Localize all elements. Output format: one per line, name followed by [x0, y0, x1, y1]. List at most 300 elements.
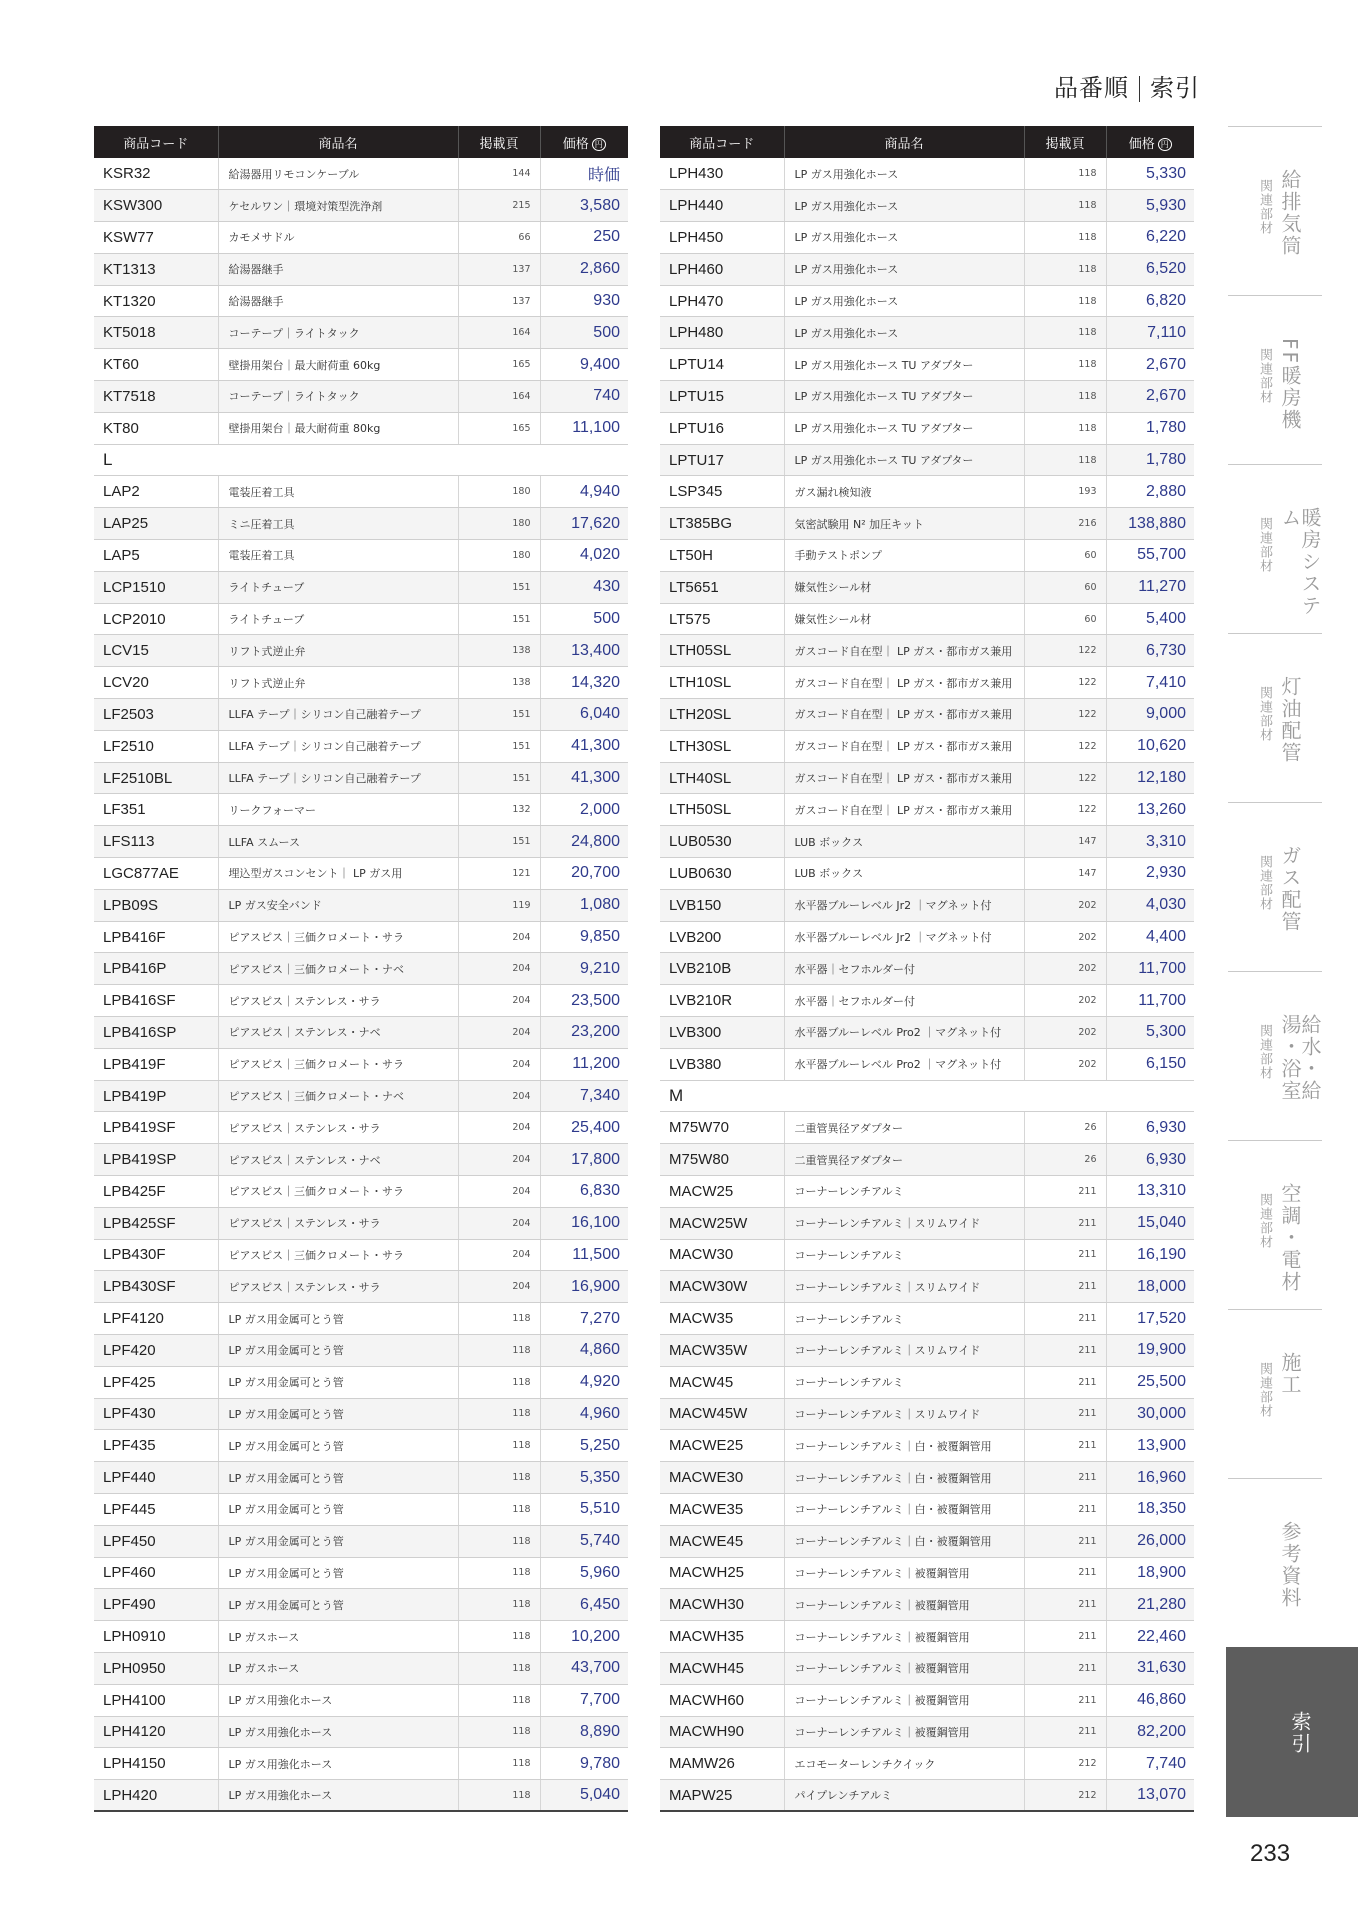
page-ref: 118: [458, 1557, 540, 1589]
price-value: 4,940: [540, 476, 628, 508]
page-ref: 144: [458, 158, 540, 190]
product-code: LVB150: [660, 889, 784, 921]
product-name: ピアスピス｜三価クロメート・ナベ: [218, 1080, 458, 1112]
page-ref: 211: [1024, 1207, 1106, 1239]
table-row: [660, 1207, 1194, 1239]
table-row: [660, 158, 1194, 190]
product-code: MACW45: [660, 1366, 784, 1398]
product-name: パイプレンチアルミ: [784, 1780, 1024, 1812]
product-code: LVB380: [660, 1048, 784, 1080]
price-value: 41,300: [540, 762, 628, 794]
product-code: LPB430F: [94, 1239, 218, 1271]
page-ref: 121: [458, 858, 540, 890]
table-row: [660, 1589, 1194, 1621]
page-ref: 211: [1024, 1525, 1106, 1557]
table-row: [94, 1271, 628, 1303]
page-ref: 204: [458, 1017, 540, 1049]
product-name: LP ガス用強化ホース: [218, 1684, 458, 1716]
page-ref: 151: [458, 730, 540, 762]
product-name: リフト式逆止弁: [218, 635, 458, 667]
sidebar-tab[interactable]: [1226, 1647, 1358, 1817]
table-row: [660, 1716, 1194, 1748]
product-name: LP ガス用金属可とう管: [218, 1462, 458, 1494]
page-ref: 118: [458, 1430, 540, 1462]
product-name: LP ガス用強化ホース: [218, 1780, 458, 1812]
product-code: LPTU17: [660, 444, 784, 476]
product-code: LPTU15: [660, 381, 784, 413]
product-name: 水平器ブルーレベル Jr2 ｜マグネット付: [784, 921, 1024, 953]
product-name: 電装圧着工具: [218, 540, 458, 572]
product-name: LP ガス用強化ホース: [784, 285, 1024, 317]
page-ref: 211: [1024, 1271, 1106, 1303]
page-ref: 211: [1024, 1366, 1106, 1398]
price-value: 2,880: [1106, 476, 1194, 508]
price-value: 26,000: [1106, 1525, 1194, 1557]
product-name: LLFA テープ｜シリコン自己融着テープ: [218, 762, 458, 794]
price-value: 55,700: [1106, 540, 1194, 572]
product-code: LPH470: [660, 285, 784, 317]
page-title-order: 品番順: [1054, 74, 1129, 102]
price-value: 18,350: [1106, 1493, 1194, 1525]
table-row: [660, 253, 1194, 285]
sidebar-tab[interactable]: [1228, 1140, 1322, 1309]
page-ref: 204: [458, 1144, 540, 1176]
page-ref: 151: [458, 699, 540, 731]
column-header-code: 商品コード: [660, 126, 784, 158]
price-value: 15,040: [1106, 1207, 1194, 1239]
product-code: LUB0530: [660, 826, 784, 858]
product-name: コーナーレンチアルミ｜被覆鋼管用: [784, 1557, 1024, 1589]
sidebar-tab[interactable]: [1228, 802, 1322, 971]
sidebar-tab[interactable]: [1228, 295, 1322, 464]
product-name: LP ガス用金属可とう管: [218, 1303, 458, 1335]
page-ref: 211: [1024, 1684, 1106, 1716]
table-row: [94, 1303, 628, 1335]
price-value: 18,000: [1106, 1271, 1194, 1303]
price-value: 138,880: [1106, 508, 1194, 540]
product-code: LPH0910: [94, 1621, 218, 1653]
page-ref: 211: [1024, 1557, 1106, 1589]
price-value: 2,000: [540, 794, 628, 826]
table-row: [660, 667, 1194, 699]
product-name: LP ガス用金属可とう管: [218, 1525, 458, 1557]
price-value: 4,860: [540, 1334, 628, 1366]
product-code: LAP25: [94, 508, 218, 540]
price-value: 5,330: [1106, 158, 1194, 190]
index-table-left-body: [94, 158, 628, 1811]
table-row: [94, 1589, 628, 1621]
product-code: LTH40SL: [660, 762, 784, 794]
table-row: [660, 508, 1194, 540]
sidebar-tab-label: 灯油配管: [1278, 676, 1302, 764]
table-row: [660, 1493, 1194, 1525]
product-code: MACW35: [660, 1303, 784, 1335]
table-row: [660, 603, 1194, 635]
product-code: LGC877AE: [94, 858, 218, 890]
product-code: LPF4120: [94, 1303, 218, 1335]
product-name: ガスコード自在型｜ LP ガス・都市ガス兼用: [784, 762, 1024, 794]
product-code: LPF430: [94, 1398, 218, 1430]
sidebar-tab-sublabel: 関連部材: [1257, 686, 1272, 742]
price-value: 4,030: [1106, 889, 1194, 921]
price-value: 7,340: [540, 1080, 628, 1112]
column-header-price: [1106, 126, 1194, 158]
page-ref: 118: [458, 1589, 540, 1621]
product-code: LCV15: [94, 635, 218, 667]
sidebar-tab-label: 給排気筒: [1278, 169, 1302, 257]
price-value: 23,500: [540, 985, 628, 1017]
product-code: LVB210B: [660, 953, 784, 985]
page-ref: 118: [458, 1748, 540, 1780]
page-ref: 204: [458, 1112, 540, 1144]
table-row: [94, 1334, 628, 1366]
product-code: LPF490: [94, 1589, 218, 1621]
price-label: 価格: [562, 136, 589, 152]
section-letter-row: [660, 1080, 1194, 1112]
price-value: 13,900: [1106, 1430, 1194, 1462]
table-row: [94, 1748, 628, 1780]
product-name: LP ガスホース: [218, 1652, 458, 1684]
page-ref: 26: [1024, 1112, 1106, 1144]
product-name: LP ガス用強化ホース TU アダプター: [784, 381, 1024, 413]
price-value: 17,520: [1106, 1303, 1194, 1335]
page-ref: 204: [458, 1048, 540, 1080]
product-code: LPB416F: [94, 921, 218, 953]
price-value: 4,920: [540, 1366, 628, 1398]
page-ref: 211: [1024, 1398, 1106, 1430]
price-value: 25,500: [1106, 1366, 1194, 1398]
table-row: [94, 1112, 628, 1144]
index-table-left: [94, 126, 628, 1812]
product-name: LP ガス用金属可とう管: [218, 1557, 458, 1589]
table-row: [94, 1398, 628, 1430]
price-value: 2,860: [540, 253, 628, 285]
page-ref: 147: [1024, 826, 1106, 858]
product-name: LP ガス用金属可とう管: [218, 1334, 458, 1366]
table-row: [660, 762, 1194, 794]
price-value: 13,310: [1106, 1176, 1194, 1208]
product-code: MACW45W: [660, 1398, 784, 1430]
table-row: [94, 1239, 628, 1271]
table-row: [94, 540, 628, 572]
table-row: [660, 1652, 1194, 1684]
price-value: 5,350: [540, 1462, 628, 1494]
product-code: LF351: [94, 794, 218, 826]
product-name: コーナーレンチアルミ: [784, 1176, 1024, 1208]
price-value: 250: [540, 222, 628, 254]
product-code: LAP5: [94, 540, 218, 572]
product-name: コーナーレンチアルミ: [784, 1239, 1024, 1271]
product-name: コーナーレンチアルミ｜スリムワイド: [784, 1398, 1024, 1430]
sidebar-tab-label: 施工: [1278, 1352, 1302, 1396]
product-name: ピアスピス｜三価クロメート・サラ: [218, 1176, 458, 1208]
sidebar-tab-sublabel: 関連部材: [1257, 517, 1272, 573]
price-value: 13,260: [1106, 794, 1194, 826]
product-code: MACWH90: [660, 1716, 784, 1748]
product-name: ガスコード自在型｜ LP ガス・都市ガス兼用: [784, 794, 1024, 826]
product-code: M75W70: [660, 1112, 784, 1144]
page-ref: 202: [1024, 1017, 1106, 1049]
product-code: LT575: [660, 603, 784, 635]
page-ref: 118: [458, 1652, 540, 1684]
page-ref: 180: [458, 508, 540, 540]
page-ref: 151: [458, 826, 540, 858]
column-header-name: 商品名: [784, 126, 1024, 158]
price-value: 11,500: [540, 1239, 628, 1271]
page-title-index: 索引: [1150, 74, 1200, 102]
price-value: 5,510: [540, 1493, 628, 1525]
price-value: 11,200: [540, 1048, 628, 1080]
product-code: LPF420: [94, 1334, 218, 1366]
price-value: 6,040: [540, 699, 628, 731]
product-name: ピアスピス｜三価クロメート・サラ: [218, 921, 458, 953]
product-name: コーナーレンチアルミ｜被覆鋼管用: [784, 1716, 1024, 1748]
price-value: 9,850: [540, 921, 628, 953]
table-row: [660, 1112, 1194, 1144]
price-value: 1,780: [1106, 444, 1194, 476]
product-code: LPTU14: [660, 349, 784, 381]
page-ref: 151: [458, 603, 540, 635]
sidebar-tab-label: FF暖房機: [1278, 338, 1302, 432]
table-row: [660, 1684, 1194, 1716]
page-ref: 118: [458, 1398, 540, 1430]
product-name: エコモーターレンチクイック: [784, 1748, 1024, 1780]
table-row: [660, 953, 1194, 985]
price-value: 2,930: [1106, 858, 1194, 890]
table-row: [660, 699, 1194, 731]
sidebar-tab[interactable]: [1228, 126, 1322, 295]
product-code: LUB0630: [660, 858, 784, 890]
product-name: コーナーレンチアルミ: [784, 1366, 1024, 1398]
section-letter: L: [94, 444, 628, 476]
page-ref: 118: [458, 1366, 540, 1398]
table-row: [94, 699, 628, 731]
page-ref: 137: [458, 253, 540, 285]
page-ref: 215: [458, 190, 540, 222]
page-ref: 122: [1024, 667, 1106, 699]
page-ref: 211: [1024, 1621, 1106, 1653]
product-name: 嫌気性シール材: [784, 571, 1024, 603]
table-row: [660, 635, 1194, 667]
sidebar-tab-sublabel: 関連部材: [1257, 348, 1272, 404]
table-row: [660, 1748, 1194, 1780]
table-row: [660, 381, 1194, 413]
sidebar-tab[interactable]: [1228, 633, 1322, 802]
table-row: [94, 1525, 628, 1557]
price-value: 82,200: [1106, 1716, 1194, 1748]
page-ref: 118: [458, 1684, 540, 1716]
product-name: LUB ボックス: [784, 858, 1024, 890]
product-name: 給湯器継手: [218, 253, 458, 285]
table-row: [660, 889, 1194, 921]
price-value: 5,040: [540, 1780, 628, 1812]
sidebar-tab-sublabel: 関連部材: [1257, 179, 1272, 235]
price-value: 14,320: [540, 667, 628, 699]
product-code: MACWE30: [660, 1462, 784, 1494]
price-value: 11,700: [1106, 953, 1194, 985]
table-row: [660, 826, 1194, 858]
product-code: LPB09S: [94, 889, 218, 921]
page-ref: 211: [1024, 1303, 1106, 1335]
page-ref: 147: [1024, 858, 1106, 890]
price-value: 3,580: [540, 190, 628, 222]
table-row: [660, 349, 1194, 381]
table-row: [660, 1271, 1194, 1303]
sidebar-tab[interactable]: [1228, 971, 1322, 1140]
price-label: 価格: [1128, 136, 1155, 152]
page-ref: 204: [458, 1176, 540, 1208]
sidebar-tab[interactable]: [1228, 1478, 1322, 1647]
product-code: MACWH45: [660, 1652, 784, 1684]
product-name: コーナーレンチアルミ｜被覆鋼管用: [784, 1589, 1024, 1621]
page-ref: 118: [1024, 285, 1106, 317]
product-name: リークフォーマー: [218, 794, 458, 826]
product-code: LTH30SL: [660, 730, 784, 762]
product-name: カモメサドル: [218, 222, 458, 254]
page-ref: 211: [1024, 1493, 1106, 1525]
page-ref: 122: [1024, 762, 1106, 794]
page-ref: 212: [1024, 1748, 1106, 1780]
table-row: [94, 762, 628, 794]
yen-unit-badge: 円: [592, 138, 606, 151]
page-ref: 204: [458, 1239, 540, 1271]
product-code: LVB200: [660, 921, 784, 953]
column-header-code: 商品コード: [94, 126, 218, 158]
product-code: LPB419P: [94, 1080, 218, 1112]
table-row: [94, 921, 628, 953]
table-row: [660, 1048, 1194, 1080]
page-number: 233: [1250, 1840, 1291, 1867]
price-value: 7,110: [1106, 317, 1194, 349]
page-ref: 165: [458, 349, 540, 381]
product-name: ピアスピス｜三価クロメート・ナベ: [218, 953, 458, 985]
price-value: 6,450: [540, 1589, 628, 1621]
table-row: [94, 476, 628, 508]
product-code: LT50H: [660, 540, 784, 572]
page-ref: 211: [1024, 1176, 1106, 1208]
product-code: LPF425: [94, 1366, 218, 1398]
sidebar-tab-label: 空調・電材: [1278, 1183, 1302, 1293]
product-name: LP ガス用金属可とう管: [218, 1589, 458, 1621]
section-letter-row: [94, 444, 628, 476]
product-name: コーナーレンチアルミ｜白・被覆鋼管用: [784, 1430, 1024, 1462]
product-name: 水平器ブルーレベル Pro2 ｜マグネット付: [784, 1017, 1024, 1049]
page-ref: 202: [1024, 889, 1106, 921]
page-ref: 202: [1024, 953, 1106, 985]
price-value: 7,740: [1106, 1748, 1194, 1780]
product-name: ケセルワン｜環境対策型洗浄剤: [218, 190, 458, 222]
price-value: 4,960: [540, 1398, 628, 1430]
table-row: [94, 1080, 628, 1112]
table-row: [94, 667, 628, 699]
sidebar-tab-label: 索引: [1288, 1711, 1312, 1755]
sidebar-tab[interactable]: [1228, 1309, 1322, 1478]
title-divider: [1139, 76, 1140, 102]
product-code: KSW77: [94, 222, 218, 254]
table-row: [660, 921, 1194, 953]
product-name: ミニ圧着工具: [218, 508, 458, 540]
price-value: 時価: [540, 158, 628, 190]
table-row: [94, 1621, 628, 1653]
table-row: [660, 222, 1194, 254]
product-name: コーナーレンチアルミ｜被覆鋼管用: [784, 1621, 1024, 1653]
product-name: コーナーレンチアルミ｜被覆鋼管用: [784, 1652, 1024, 1684]
price-value: 13,400: [540, 635, 628, 667]
price-value: 43,700: [540, 1652, 628, 1684]
product-code: LPH0950: [94, 1652, 218, 1684]
page-ref: 202: [1024, 985, 1106, 1017]
table-row: [660, 1303, 1194, 1335]
page-ref: 118: [1024, 253, 1106, 285]
product-code: LAP2: [94, 476, 218, 508]
column-header-page: 掲載頁: [1024, 126, 1106, 158]
price-value: 740: [540, 381, 628, 413]
page-ref: 180: [458, 540, 540, 572]
price-value: 6,830: [540, 1176, 628, 1208]
price-value: 17,800: [540, 1144, 628, 1176]
page-ref: 137: [458, 285, 540, 317]
table-row: [94, 1462, 628, 1494]
price-value: 7,410: [1106, 667, 1194, 699]
sidebar-tab[interactable]: [1228, 464, 1322, 633]
page-ref: 211: [1024, 1652, 1106, 1684]
product-code: MACWH35: [660, 1621, 784, 1653]
sidebar-tab-label: 暖房システム: [1278, 507, 1322, 617]
table-row: [94, 1652, 628, 1684]
table-header-row: [660, 126, 1194, 158]
price-value: 5,930: [1106, 190, 1194, 222]
page-ref: 202: [1024, 921, 1106, 953]
product-name: ピアスピス｜ステンレス・サラ: [218, 1207, 458, 1239]
index-table-right: [660, 126, 1194, 1812]
price-value: 2,670: [1106, 349, 1194, 381]
table-row: [660, 858, 1194, 890]
page-ref: 211: [1024, 1239, 1106, 1271]
sidebar-tab-sublabel: 関連部材: [1257, 1362, 1272, 1418]
product-code: LF2503: [94, 699, 218, 731]
price-value: 500: [540, 603, 628, 635]
page-ref: 118: [1024, 444, 1106, 476]
product-name: コーナーレンチアルミ｜スリムワイド: [784, 1271, 1024, 1303]
page-ref: 122: [1024, 730, 1106, 762]
price-value: 6,930: [1106, 1112, 1194, 1144]
product-code: LPH460: [660, 253, 784, 285]
product-name: ガス漏れ検知液: [784, 476, 1024, 508]
page-ref: 211: [1024, 1462, 1106, 1494]
product-name: LP ガス用金属可とう管: [218, 1366, 458, 1398]
section-sidebar: [1226, 126, 1358, 1817]
product-code: LPH450: [660, 222, 784, 254]
price-value: 5,740: [540, 1525, 628, 1557]
price-value: 30,000: [1106, 1398, 1194, 1430]
product-code: MAMW26: [660, 1748, 784, 1780]
product-code: MAPW25: [660, 1780, 784, 1812]
product-code: MACWH25: [660, 1557, 784, 1589]
product-code: LPB419SP: [94, 1144, 218, 1176]
table-row: [94, 412, 628, 444]
table-row: [660, 412, 1194, 444]
sidebar-tab-label: ガス配管: [1278, 845, 1302, 933]
product-code: KT80: [94, 412, 218, 444]
page-ref: 118: [1024, 412, 1106, 444]
product-name: LP ガス用金属可とう管: [218, 1430, 458, 1462]
product-code: LPF440: [94, 1462, 218, 1494]
price-value: 22,460: [1106, 1621, 1194, 1653]
product-name: LP ガス用強化ホース: [784, 190, 1024, 222]
table-row: [94, 253, 628, 285]
product-name: コーナーレンチアルミ｜スリムワイド: [784, 1207, 1024, 1239]
product-name: LP ガス安全バンド: [218, 889, 458, 921]
